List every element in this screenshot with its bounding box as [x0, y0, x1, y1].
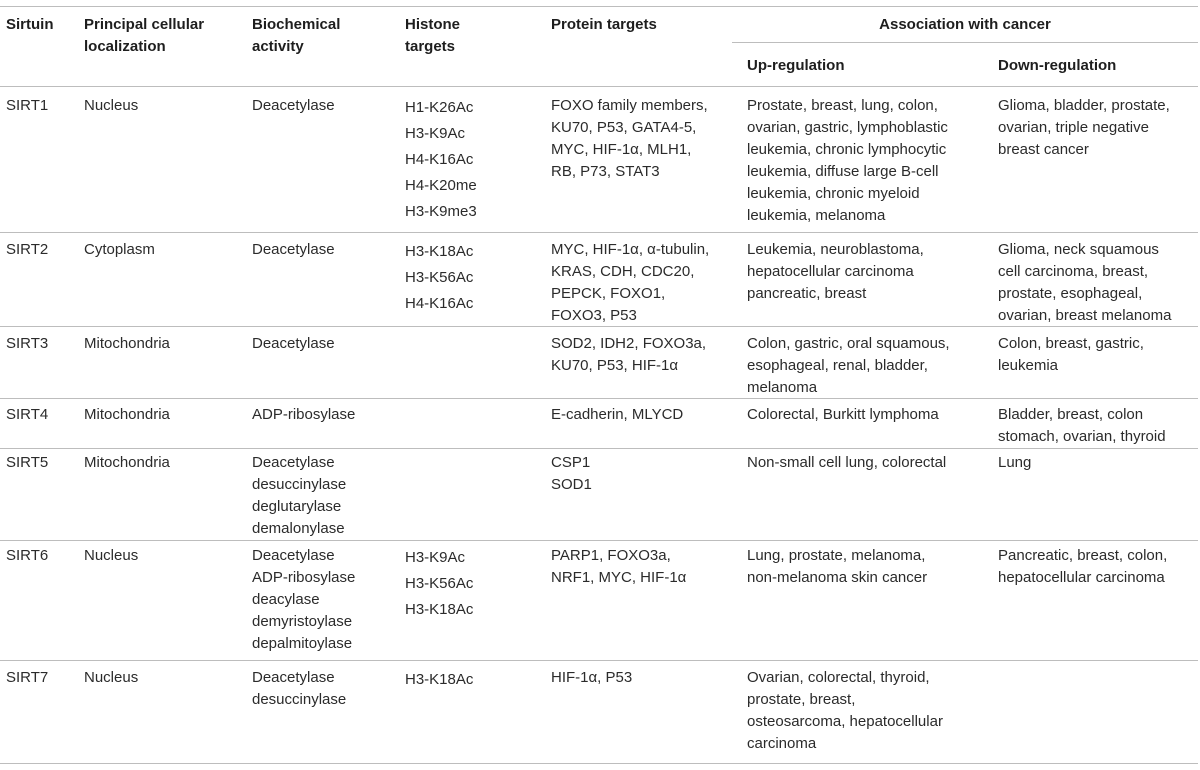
cell-line: hepatocellular carcinoma [747, 263, 914, 280]
cell-line: SIRT7 [6, 669, 49, 686]
cell-line: leukemia, chronic myeloid [747, 185, 920, 202]
cell-line: Glioma, bladder, prostate, [998, 97, 1170, 114]
cell-line: prostate, breast, [747, 691, 856, 708]
cell-line: Colorectal, Burkitt lymphoma [747, 406, 939, 423]
cell-line: H3-K9me3 [405, 203, 477, 220]
cell-line: ADP-ribosylase [252, 406, 356, 423]
cell-line: prostate, esophageal, [998, 285, 1143, 302]
cell-line: SIRT4 [6, 406, 49, 423]
header-sirtuin-text: Sirtuin [6, 16, 54, 33]
cell-sirtuin [6, 333, 48, 355]
cell-line: ovarian, gastric, lymphoblastic [747, 119, 948, 136]
cell-line: hepatocellular carcinoma [998, 569, 1165, 586]
cell-line: H3-K18Ac [405, 243, 474, 260]
cell-line: KU70, P53, HIF-1α [551, 357, 679, 374]
header-activity [252, 14, 340, 58]
cell-localization [84, 545, 138, 567]
cell-line: H1-K26Ac [405, 99, 474, 116]
table-top-rule [0, 6, 1198, 7]
header-up-text: Up-regulation [747, 57, 845, 74]
cell-line: PARP1, FOXO3a, [551, 547, 671, 564]
cell-down [998, 239, 1171, 327]
cell-line: SIRT5 [6, 454, 49, 471]
header-association [732, 14, 1198, 36]
cell-line: H3-K56Ac [405, 575, 474, 592]
cell-line: Ovarian, colorectal, thyroid, [747, 669, 930, 686]
cell-line: FOXO3, P53 [551, 307, 637, 324]
cell-line: ovarian, breast melanoma [998, 307, 1172, 324]
cell-line: Leukemia, neuroblastoma, [747, 241, 924, 258]
cell-line: demyristoylase [252, 613, 353, 630]
cell-line: H3-K18Ac [405, 671, 474, 688]
cell-up [747, 333, 950, 399]
cell-line: H4-K16Ac [405, 295, 474, 312]
cell-line: FOXO family members, [551, 97, 708, 114]
header-association-text: Association with cancer [879, 16, 1051, 33]
cell-line: MYC, HIF-1α, α-tubulin, [551, 241, 710, 258]
cell-protein [551, 404, 683, 426]
cell-down [998, 545, 1167, 589]
cell-protein [551, 452, 592, 496]
cell-line: Mitochondria [84, 335, 170, 352]
cell-line: RB, P73, STAT3 [551, 163, 660, 180]
cell-line: H3-K9Ac [405, 549, 466, 566]
cell-line: cell carcinoma, breast, [998, 263, 1149, 280]
cell-activity [252, 404, 355, 426]
cell-localization [84, 452, 170, 474]
cell-sirtuin [6, 95, 48, 117]
header-histone-line: targets [405, 38, 456, 55]
cell-line: KU70, P53, GATA4-5, [551, 119, 697, 136]
cell-sirtuin [6, 239, 48, 261]
cell-line: leukemia, melanoma [747, 207, 886, 224]
cell-line: NRF1, MYC, HIF-1α [551, 569, 687, 586]
cell-line: SIRT1 [6, 97, 49, 114]
header-histone-line: Histone [405, 16, 461, 33]
header-up-regulation [747, 55, 845, 77]
cell-protein [551, 239, 709, 327]
cell-activity [252, 333, 335, 355]
cell-line: non-melanoma skin cancer [747, 569, 928, 586]
cell-up [747, 667, 943, 755]
cell-line: pancreatic, breast [747, 285, 867, 302]
cell-down [998, 333, 1144, 377]
cell-line: deacylase [252, 591, 320, 608]
header-activity-line: Biochemical [252, 16, 341, 33]
cell-line: Nucleus [84, 547, 139, 564]
cell-line: leukemia, chronic lymphocytic [747, 141, 947, 158]
cell-line: carcinoma [747, 735, 817, 752]
row-divider [0, 398, 1198, 399]
cell-line: Colon, breast, gastric, [998, 335, 1144, 352]
cell-up [747, 95, 948, 227]
header-localization [84, 14, 204, 58]
cell-line: H3-K9Ac [405, 125, 466, 142]
cell-line: Colon, gastric, oral squamous, [747, 335, 950, 352]
cell-line: Lung [998, 454, 1032, 471]
header-activity-line: activity [252, 38, 304, 55]
cell-line: esophageal, renal, bladder, [747, 357, 928, 374]
cell-line: Deacetylase [252, 97, 335, 114]
cell-sirtuin [6, 545, 48, 567]
cell-up [747, 545, 927, 589]
header-sirtuin [6, 14, 54, 36]
cell-localization [84, 667, 138, 689]
cell-line: SIRT6 [6, 547, 49, 564]
cell-line: Nucleus [84, 97, 139, 114]
cell-line: Non-small cell lung, colorectal [747, 454, 947, 471]
cell-line: H3-K18Ac [405, 601, 474, 618]
cell-histone [405, 95, 477, 225]
cell-line: ovarian, triple negative [998, 119, 1149, 136]
header-bottom-rule [0, 86, 1198, 87]
cell-localization [84, 333, 170, 355]
row-divider [0, 540, 1198, 541]
cell-protein [551, 95, 708, 183]
cell-down [998, 404, 1166, 448]
cell-line: Mitochondria [84, 454, 170, 471]
cell-line: Nucleus [84, 669, 139, 686]
table-bottom-rule [0, 763, 1198, 764]
cell-line: leukemia, diffuse large B-cell [747, 163, 939, 180]
cell-sirtuin [6, 404, 48, 426]
cell-line: SOD1 [551, 476, 592, 493]
cell-localization [84, 404, 170, 426]
cell-line: Glioma, neck squamous [998, 241, 1159, 258]
header-down-regulation [998, 55, 1116, 77]
cell-sirtuin [6, 452, 48, 474]
cell-line: E-cadherin, MLYCD [551, 406, 684, 423]
cell-line: H3-K56Ac [405, 269, 474, 286]
cell-line: demalonylase [252, 520, 345, 537]
cell-line: deglutarylase [252, 498, 342, 515]
cell-sirtuin [6, 667, 48, 689]
cell-line: Bladder, breast, colon [998, 406, 1144, 423]
cell-protein [551, 333, 706, 377]
cell-line: Cytoplasm [84, 241, 155, 258]
cell-activity [252, 452, 346, 540]
cell-line: MYC, HIF-1α, MLH1, [551, 141, 692, 158]
header-protein-text: Protein targets [551, 16, 657, 33]
header-histone [405, 14, 460, 58]
cell-line: KRAS, CDH, CDC20, [551, 263, 695, 280]
cell-line: Deacetylase [252, 454, 335, 471]
cell-up [747, 239, 924, 305]
cell-localization [84, 239, 155, 261]
cell-line: CSP1 [551, 454, 591, 471]
cell-localization [84, 95, 138, 117]
cell-histone [405, 667, 473, 693]
cell-line: Mitochondria [84, 406, 170, 423]
header-down-text: Down-regulation [998, 57, 1117, 74]
cell-activity [252, 667, 346, 711]
cell-up [747, 404, 939, 426]
cell-histone [405, 545, 473, 623]
cell-line: Deacetylase [252, 547, 335, 564]
cell-line: Deacetylase [252, 335, 335, 352]
cell-line: Deacetylase [252, 241, 335, 258]
header-localization-line: Principal cellular [84, 16, 205, 33]
cell-line: ADP-ribosylase [252, 569, 356, 586]
cell-activity [252, 239, 335, 261]
row-divider [0, 448, 1198, 449]
header-protein [551, 14, 657, 36]
cell-line: Prostate, breast, lung, colon, [747, 97, 938, 114]
cell-line: breast cancer [998, 141, 1089, 158]
cell-line: leukemia [998, 357, 1059, 374]
cell-line: depalmitoylase [252, 635, 353, 652]
cell-protein [551, 667, 632, 689]
row-divider [0, 660, 1198, 661]
cell-activity [252, 95, 335, 117]
cell-line: Lung, prostate, melanoma, [747, 547, 926, 564]
cell-line: SIRT2 [6, 241, 49, 258]
cell-line: HIF-1α, P53 [551, 669, 633, 686]
cell-line: desuccinylase [252, 476, 347, 493]
cell-line: Pancreatic, breast, colon, [998, 547, 1168, 564]
cell-line: H4-K20me [405, 177, 477, 194]
cell-line: Deacetylase [252, 669, 335, 686]
cell-activity [252, 545, 355, 655]
header-localization-line: localization [84, 38, 166, 55]
cell-line: SOD2, IDH2, FOXO3a, [551, 335, 707, 352]
cell-down [998, 452, 1031, 474]
cell-line: stomach, ovarian, thyroid [998, 428, 1166, 445]
cell-histone [405, 239, 473, 317]
cell-line: PEPCK, FOXO1, [551, 285, 666, 302]
cell-line: osteosarcoma, hepatocellular [747, 713, 943, 730]
cell-down [998, 95, 1170, 161]
row-divider [0, 232, 1198, 233]
cell-line: SIRT3 [6, 335, 49, 352]
cell-line: H4-K16Ac [405, 151, 474, 168]
cell-up [747, 452, 946, 474]
association-subheader-rule [732, 42, 1198, 43]
cell-line: melanoma [747, 379, 818, 396]
cell-line: desuccinylase [252, 691, 347, 708]
cell-protein [551, 545, 686, 589]
